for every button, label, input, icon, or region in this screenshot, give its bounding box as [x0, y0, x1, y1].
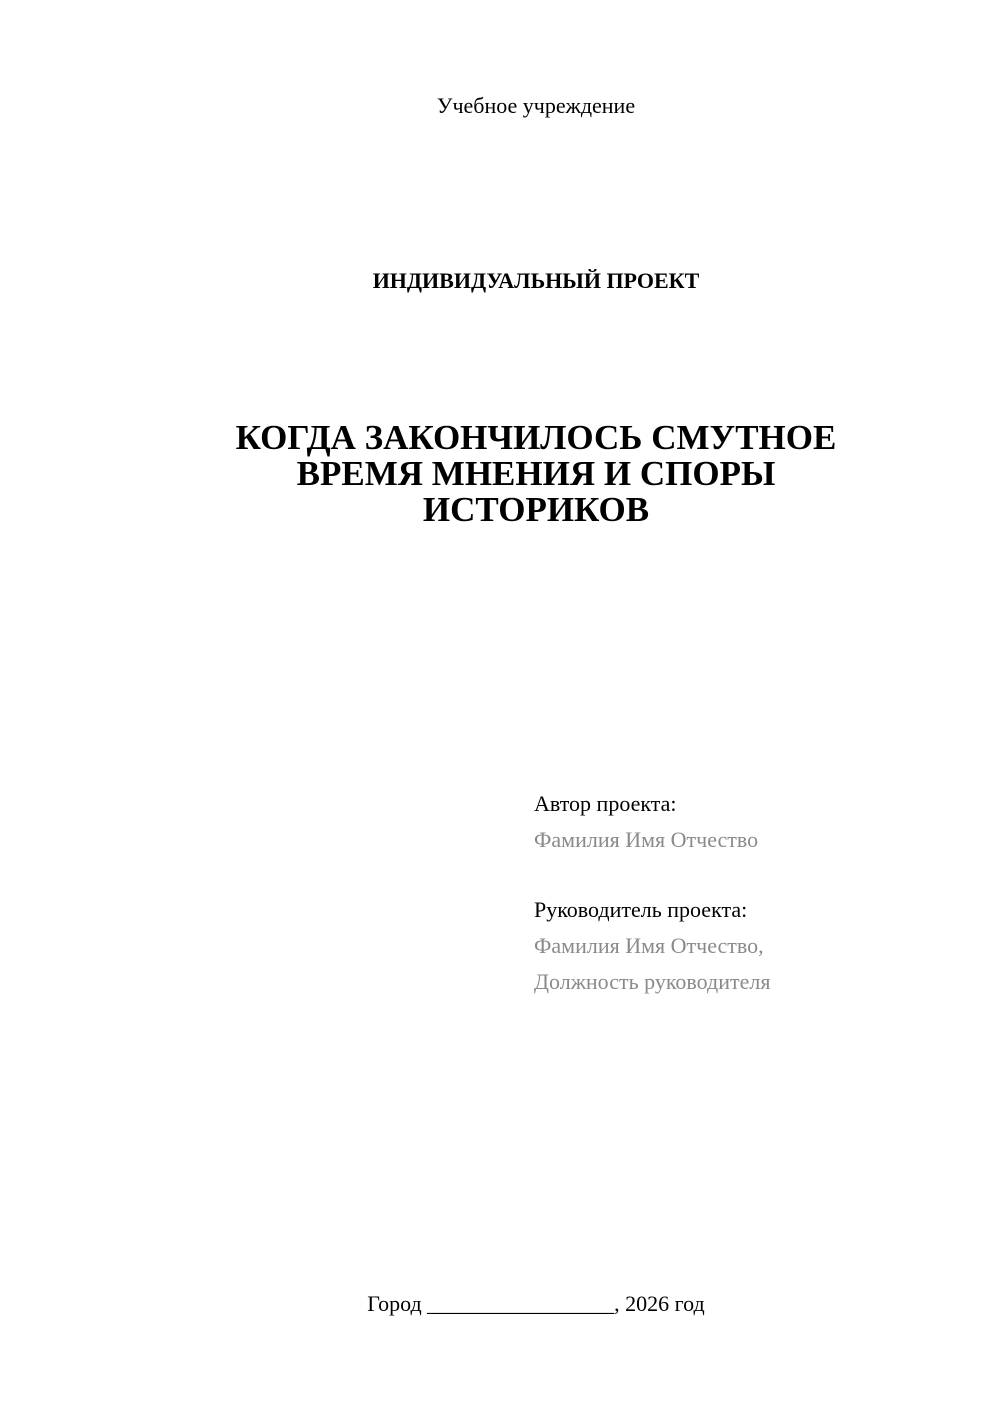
author-label: Автор проекта: — [534, 791, 677, 816]
city-label: Город — [367, 1291, 422, 1316]
city-blank: _________________ — [427, 1291, 615, 1316]
institution-name: Учебное учреждение — [436, 93, 636, 118]
supervisor-block — [534, 892, 974, 1000]
supervisor-name: Фамилия Имя Отчество, — [534, 933, 764, 958]
author-block — [534, 786, 974, 858]
document-type: ИНДИВИДУАЛЬНЫЙ ПРОЕКТ — [372, 268, 700, 293]
year-text: , 2026 год — [614, 1291, 705, 1316]
author-name: Фамилия Имя Отчество — [534, 827, 759, 852]
project-title-line-2: ВРЕМЯ МНЕНИЯ И СПОРЫ — [296, 454, 776, 493]
project-title-line-1: КОГДА ЗАКОНЧИЛОСЬ СМУТНОЕ — [235, 418, 837, 457]
supervisor-position: Должность руководителя — [534, 969, 771, 994]
project-title — [180, 420, 892, 528]
project-title-line-3: ИСТОРИКОВ — [422, 490, 650, 529]
supervisor-label: Руководитель проекта: — [534, 897, 748, 922]
city-year-line — [0, 1290, 1000, 1318]
